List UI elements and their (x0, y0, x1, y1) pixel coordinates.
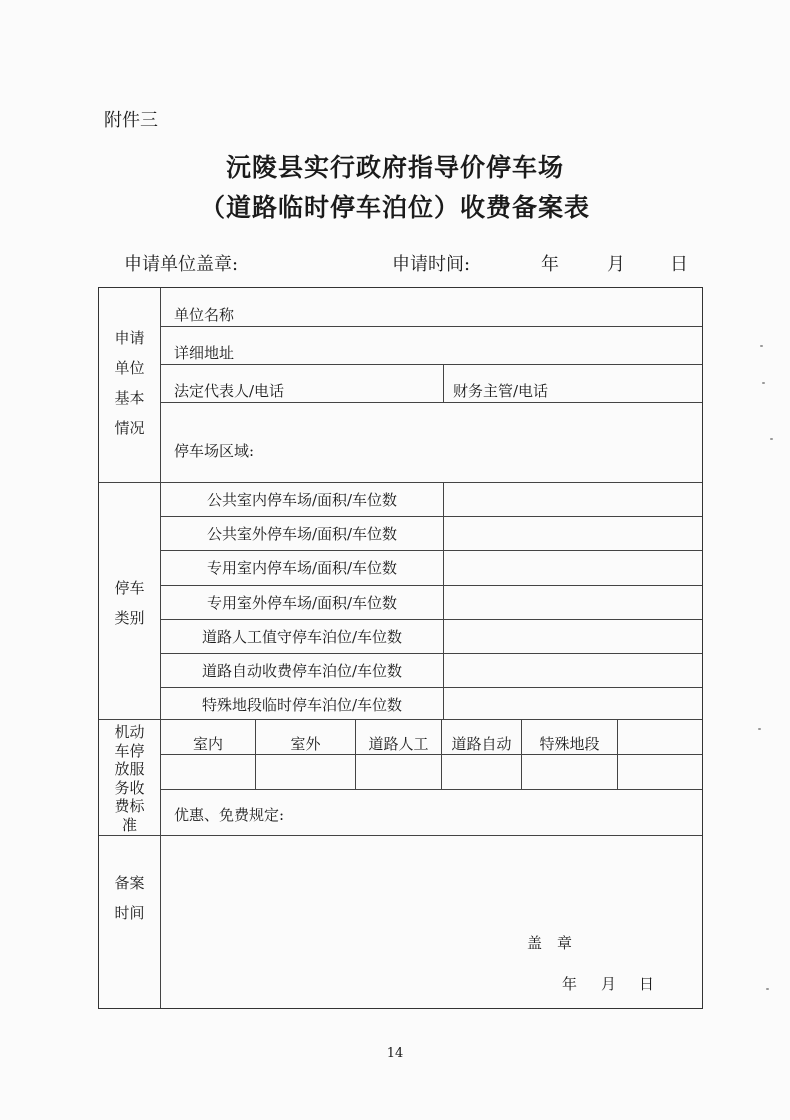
column-divider (441, 719, 442, 789)
filing-year-label: 年 (562, 975, 578, 993)
column-divider (521, 719, 522, 789)
parking-type-section-label: 停车 类别 (114, 579, 145, 627)
day-label: 日 (670, 254, 688, 275)
row-divider (161, 326, 702, 327)
fee-col-road-auto: 道路自动 (451, 735, 512, 753)
form-title-line2: （道路临时停车泊位）收费备案表 (199, 193, 590, 222)
scan-speck (770, 438, 773, 440)
parking-type-item: 专用室内停车场/面积/车位数 (206, 559, 398, 577)
scan-speck (760, 345, 763, 347)
fee-standard-section-label: 机动 车停 放服 务收 费标 准 (114, 723, 145, 834)
page-number: 14 (386, 1046, 404, 1061)
legal-rep-label: 法定代表人/电话 (174, 382, 285, 400)
parking-type-item: 特殊地段临时停车泊位/车位数 (201, 696, 403, 714)
row-divider (161, 364, 702, 365)
scan-speck (762, 382, 765, 384)
column-divider (617, 719, 618, 789)
filing-month-label: 月 (601, 975, 617, 993)
column-divider (355, 719, 356, 789)
fee-col-indoor: 室内 (192, 735, 223, 753)
section-divider (99, 719, 702, 720)
row-divider (161, 653, 702, 654)
address-label: 详细地址 (174, 344, 235, 362)
fee-col-special: 特殊地段 (539, 735, 600, 753)
parking-type-item: 公共室内停车场/面积/车位数 (206, 491, 398, 509)
month-label: 月 (607, 254, 625, 275)
row-divider (161, 402, 702, 403)
scan-speck (758, 728, 761, 730)
column-divider (443, 364, 444, 402)
parking-type-item: 道路人工值守停车泊位/车位数 (201, 628, 403, 646)
row-divider (161, 789, 702, 790)
form-title-line1: 沅陵县实行政府指导价停车场 (225, 153, 564, 182)
parking-type-item: 道路自动收费停车泊位/车位数 (201, 662, 403, 680)
fee-col-road-manual: 道路人工 (368, 735, 429, 753)
scan-speck (766, 988, 769, 990)
fee-col-outdoor: 室外 (290, 735, 321, 753)
applicant-seal-label: 申请单位盖章: (124, 254, 239, 275)
row-divider (161, 619, 702, 620)
filing-form-table (98, 287, 703, 1009)
application-time-label: 申请时间: (392, 254, 471, 275)
row-divider (161, 585, 702, 586)
row-divider (161, 550, 702, 551)
filing-seal-label: 盖 章 (527, 934, 573, 952)
column-divider (443, 482, 444, 719)
year-label: 年 (541, 254, 559, 275)
filing-day-label: 日 (639, 975, 655, 993)
discount-rules-label: 优惠、免费规定: (174, 806, 285, 824)
section-divider (99, 482, 702, 483)
parking-area-label: 停车场区域: (174, 442, 255, 460)
row-divider (161, 687, 702, 688)
label-column-divider (160, 288, 161, 1008)
filing-time-section-label: 备案 时间 (114, 874, 145, 922)
section-divider (99, 835, 702, 836)
row-divider (161, 754, 702, 755)
unit-name-label: 单位名称 (174, 306, 235, 324)
attachment-label: 附件三 (104, 110, 158, 131)
finance-label: 财务主管/电话 (453, 382, 549, 400)
applicant-section-label: 申请 单位 基本 情况 (114, 329, 145, 437)
parking-type-item: 公共室外停车场/面积/车位数 (206, 525, 398, 543)
row-divider (161, 516, 702, 517)
parking-type-item: 专用室外停车场/面积/车位数 (206, 594, 398, 612)
column-divider (255, 719, 256, 789)
